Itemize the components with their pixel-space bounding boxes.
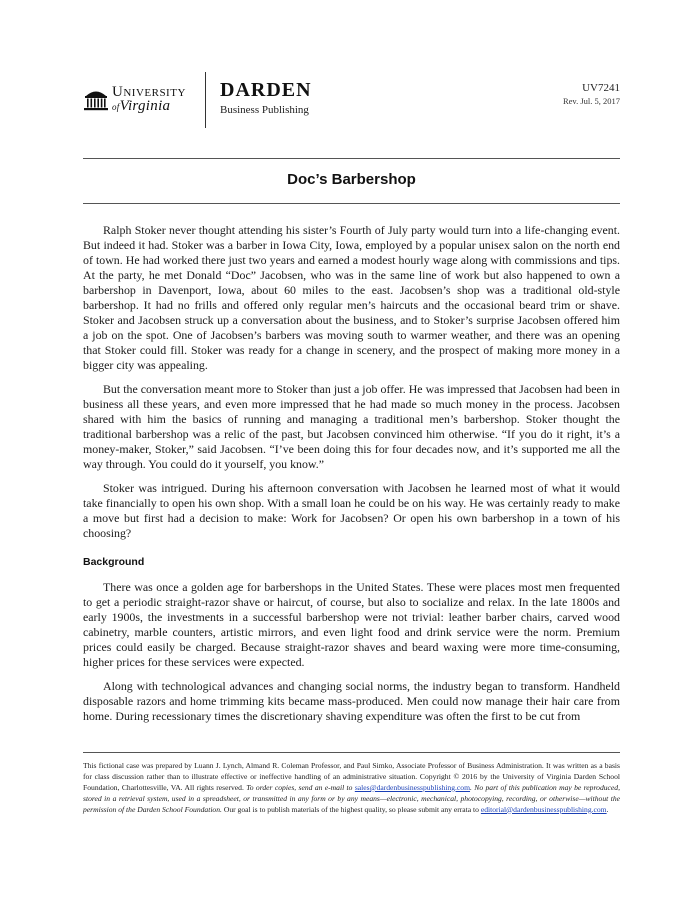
footer-reproduction-notice: . No part of this publication may be reproduced, stored in a retrieval system, used in a spreadsheet, or transmitted in any form or by any means—electronic, mechanical, photocopying, recording, or otherwise—without the permission of the Darden School Foundation. [83, 782, 620, 814]
footer-errata-text: Our goal is to publish materials of the highest quality, so please submit any errata to [221, 804, 481, 814]
footer-order-text: To order copies, send an e-mail to [246, 782, 355, 792]
darden-title: DARDEN [220, 79, 312, 101]
footer-copyright: This fictional case was prepared by Luann J. Lynch, Almand R. Coleman Professor, and Paul Simko, Associate Professor of Business Administration. It was written as a basis for class discussion rather than to illustrate effective or ineffective handling of an administrative situation. Copyright © 2016 by the University of Virginia Darden School Foundation, Charlottesville, VA. All rights reserved. [83, 761, 620, 792]
title-rule-top [83, 158, 620, 159]
uva-wordmark-line2 [112, 99, 186, 114]
document-header [83, 68, 620, 130]
rotunda-icon [83, 86, 109, 112]
case-number: UV7241 [582, 82, 620, 94]
darden-logo [220, 80, 312, 116]
paragraph: Along with technological advances and changing social norms, the industry began to transform. Handheld disposable razors and home trimming kits became mass-produced. Men could now manage their hair care from home. During recessionary times the discretionary shaving expenditure was often the first to be cut from [83, 679, 620, 723]
footer-note [83, 761, 620, 816]
document-title: Doc’s Barbershop [287, 171, 416, 188]
uva-logo [83, 82, 186, 116]
section-heading: Background [83, 556, 145, 568]
uva-wordmark-of: of [112, 101, 120, 112]
uva-wordmark-line1: University [112, 83, 186, 100]
footer-period: . [606, 804, 609, 814]
paragraph: But the conversation meant more to Stoker than just a job offer. He was impressed that Jacobsen had been in business all these years, and even more impressed that he had made so much money in the process. Jacobsen shared with him the basics of running and managing a traditional men’s barbershop. Stoker thought the traditional barbershop was a relic of the past, but Jacobsen convinced him otherwise. “If you do it right, it’s a money-maker, Stoker,” said Jacobsen. “I’ve been doing this for four decades now, and it’s supported me all the way through. You could do it yourself, you know.” [83, 382, 620, 471]
paragraph: Stoker was intrigued. During his afternoon conversation with Jacobsen he learned most of what it would take financially to open his own shop. With a small loan he could be on his way. He was certainly ready to make a move but first had a decision to make: Work for Jacobsen? Or open his own barbershop in a town of his choosing? [83, 481, 620, 540]
paragraph: Ralph Stoker never thought attending his sister’s Fourth of July party would turn into a life-changing event. But indeed it had. Stoker was a barber in Iowa City, Iowa, employed by a popular unisex salon on the north end of town. He had worked there just two years and earned a modest hourly wage along with commissions and tips. At the party, he met Donald “Doc” Jacobsen, who was in the same line of work but also happened to own a barbershop in Davenport, Iowa, about 60 miles to the east. Jacobsen’s shop was a traditional old-style barbershop. It had no frills and offered only regular men’s haircuts and the occasional beard trim or shave. Stoker and Jacobsen struck up a conversation about the business, and to Stoker’s surprise Jacobsen offered him a job on the spot. One of Jacobsen’s barbers was moving south to warmer weather, and there was an opening that Stoker could fill. Stoker was ready for a change in scenery, and the prospect of making more money in a bigger city was appealing. [83, 223, 620, 372]
editorial-email-link[interactable]: editorial@dardenbusinesspublishing.com [480, 804, 607, 814]
footer-rule [83, 752, 620, 753]
paragraph: There was once a golden age for barbershops in the United States. These were places most men frequented to get a periodic straight-razor shave or haircut, of course, but also to socialize and relax. In the late 1800s and early 1900s, the investments in a successful barbershop were not trivial: leather barber chairs, carved wood cabinetry, marble counters, artistic mirrors, and even light food and drink service were the norm. Premium prices could easily be charged. Because straight-razor shaves and beard waxing were more time-consuming, higher prices for these services were expected. [83, 580, 620, 669]
title-rule-bottom [83, 203, 620, 204]
revision-date: Rev. Jul. 5, 2017 [562, 96, 620, 106]
darden-subtitle: Business Publishing [220, 104, 309, 116]
case-identifier [563, 82, 620, 106]
logo-divider [205, 72, 206, 128]
uva-wordmark [112, 85, 186, 114]
uva-wordmark-virginia: Virginia [119, 97, 171, 114]
document-body [83, 223, 620, 733]
sales-email-link[interactable]: sales@dardenbusinesspublishing.com [354, 782, 471, 792]
